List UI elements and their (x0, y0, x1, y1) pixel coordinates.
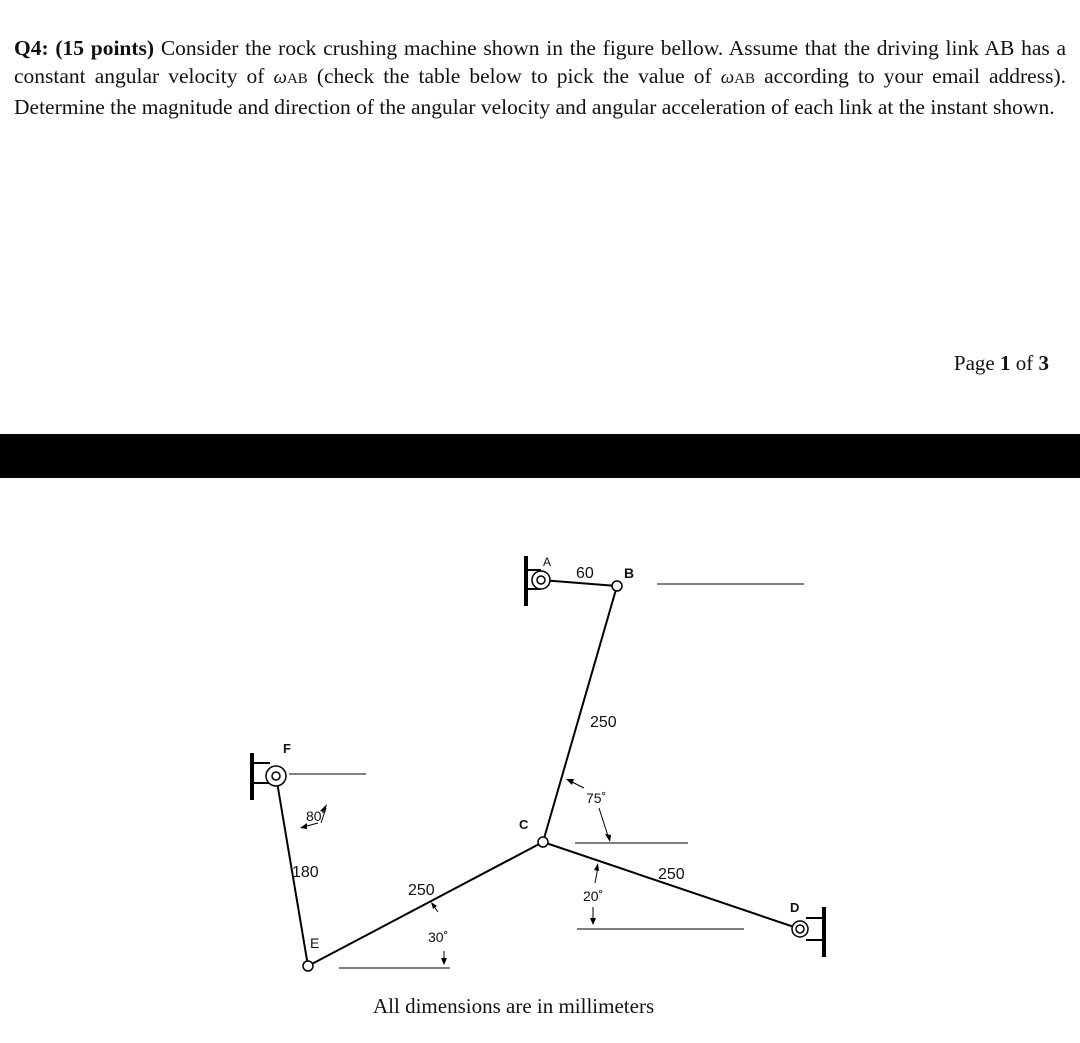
question-text-part3: according to your email address). Determine the magnitude and direction of the angular velocity and angular acceleration of each link at the instant shown. (14, 64, 1066, 119)
point-label-b: B (624, 565, 635, 581)
question-text (14, 34, 1066, 121)
point-label-a: A (543, 555, 552, 569)
ground-support-d (806, 907, 824, 957)
angle-bc: 75˚ (586, 790, 607, 806)
point-label-e: E (310, 935, 320, 951)
point-label-f: F (283, 741, 291, 756)
pin-b (612, 581, 622, 591)
angle-ef: 80˚ (306, 808, 327, 824)
link-ce (308, 842, 543, 966)
figure-caption: All dimensions are in millimeters (373, 994, 655, 1018)
pin-f-inner (272, 772, 280, 780)
pin-c (538, 837, 548, 847)
dimension-ef: 180 (292, 864, 319, 881)
black-bar (0, 434, 1080, 478)
pin-a-inner (537, 576, 545, 584)
point-label-c: C (519, 817, 529, 832)
omega-symbol: ωAB (720, 67, 756, 88)
mechanism-figure (0, 478, 1080, 1043)
dimension-bc: 250 (590, 714, 617, 731)
link-cd (543, 842, 800, 929)
question-text-part1: Consider the rock crushing machine shown in the figure bellow. Assume that the driving link AB has a constant angular velocity of (14, 36, 1067, 88)
pin-e (303, 961, 313, 971)
point-label-d: D (790, 900, 800, 915)
pin-d-inner (796, 925, 804, 933)
page-number: Page 1 of 3 (953, 351, 1049, 375)
angle-cd: 20˚ (583, 888, 604, 904)
question-label: Q4: (14, 36, 49, 60)
omega-symbol: ωAB (273, 67, 308, 88)
dimension-cd: 250 (658, 866, 685, 883)
question-text-part2: (check the table below to pick the value of (307, 64, 721, 88)
arrowheads (300, 779, 611, 965)
angle-ce: 30˚ (428, 929, 449, 945)
question-points: (15 points) (55, 36, 155, 60)
dimension-ce: 250 (408, 882, 435, 899)
dimension-ab: 60 (576, 565, 594, 582)
angle-arrows (303, 781, 608, 961)
